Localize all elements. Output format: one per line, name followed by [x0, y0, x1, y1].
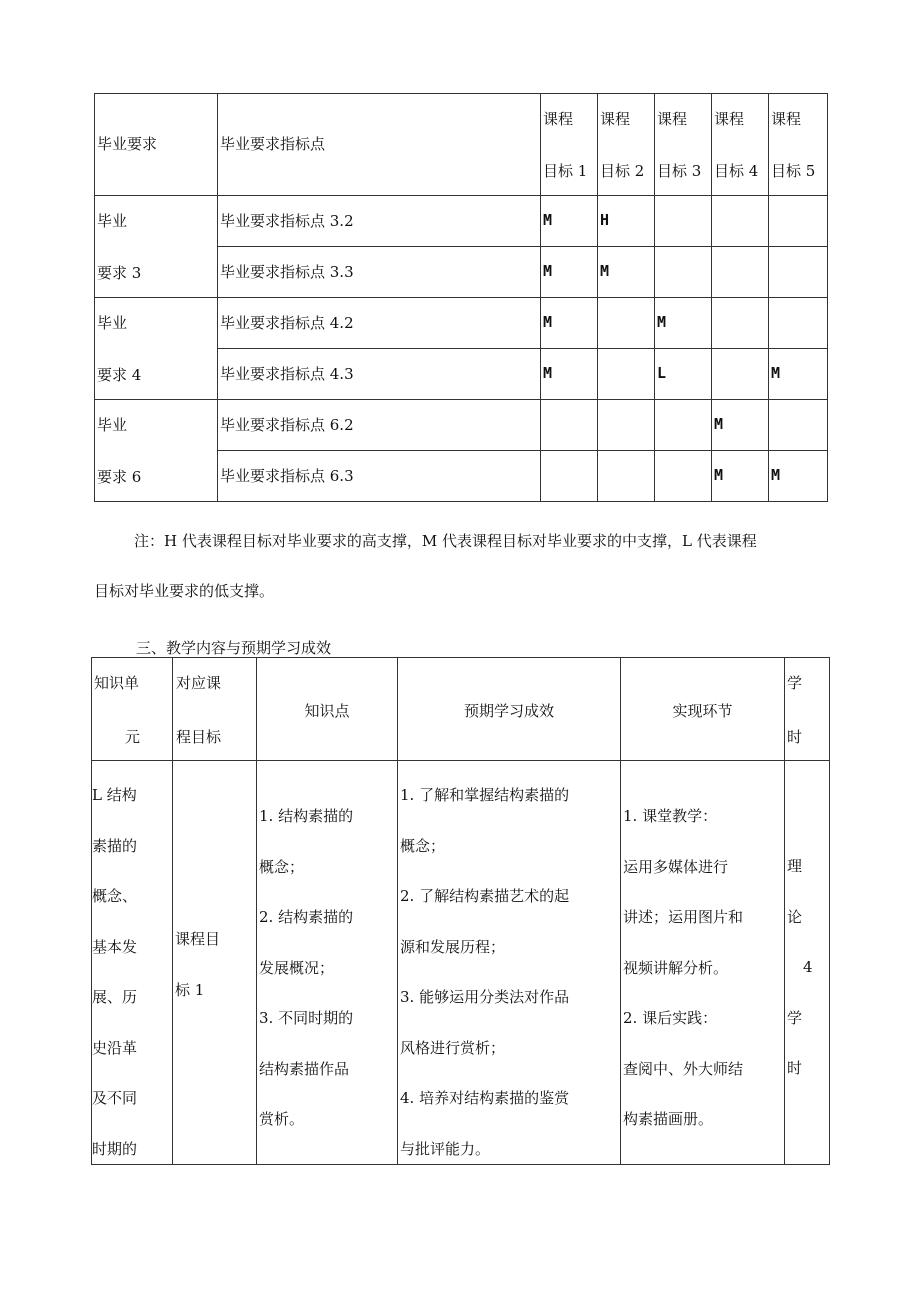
indicator-cell: 毕业要求指标点 4.3 — [218, 349, 541, 400]
header-goal-4: 课程 目标 4 — [712, 94, 769, 196]
mark-cell — [712, 247, 769, 298]
requirement-mapping-table — [94, 93, 828, 502]
mark-cell — [712, 298, 769, 349]
mark-cell: M — [769, 349, 828, 400]
indicator-cell: 毕业要求指标点 3.3 — [218, 247, 541, 298]
requirement-cell: 毕业 要求 3 — [95, 196, 218, 298]
mark-cell: M — [712, 400, 769, 451]
mark-cell: L — [655, 349, 712, 400]
mark-cell — [769, 298, 828, 349]
mark-cell: M — [541, 298, 598, 349]
indicator-cell: 毕业要求指标点 6.2 — [218, 400, 541, 451]
outcomes-cell: 1. 了解和掌握结构素描的 概念； 2. 了解结构素描艺术的起 源和发展历程； 3. 能够运用分类法对作品 风格进行赏析； 4. 培养对结构素描的鉴赏 与批评能力。 — [398, 761, 621, 1165]
mark-cell: M — [541, 349, 598, 400]
requirement-cell: 毕业 要求 6 — [95, 400, 218, 502]
header-goal: 对应课 程目标 — [173, 658, 257, 761]
mark-cell: M — [541, 247, 598, 298]
requirement-cell: 毕业 要求 4 — [95, 298, 218, 400]
header-knowledge-points: 知识点 — [257, 658, 398, 761]
header-goal-5: 课程 目标 5 — [769, 94, 828, 196]
indicator-cell: 毕业要求指标点 4.2 — [218, 298, 541, 349]
mark-cell: M — [541, 196, 598, 247]
mark-cell — [655, 400, 712, 451]
header-outcomes: 预期学习成效 — [398, 658, 621, 761]
mark-cell — [769, 400, 828, 451]
mark-cell: M — [655, 298, 712, 349]
mark-cell — [598, 349, 655, 400]
teaching-content-table — [91, 657, 830, 1165]
hours-cell: 理 论 4 学 时 — [785, 761, 830, 1165]
header-unit: 知识单 元 — [92, 658, 173, 761]
indicator-cell: 毕业要求指标点 3.2 — [218, 196, 541, 247]
mark-cell — [769, 247, 828, 298]
knowledge-points-cell: 1. 结构素描的 概念； 2. 结构素描的 发展概况； 3. 不同时期的 结构素描作品 赏析。 — [257, 761, 398, 1165]
table-header-row — [95, 94, 828, 196]
indicator-cell: 毕业要求指标点 6.3 — [218, 451, 541, 502]
mark-cell: H — [598, 196, 655, 247]
table-row — [92, 761, 830, 1165]
header-goal-2: 课程 目标 2 — [598, 94, 655, 196]
mark-cell: M — [769, 451, 828, 502]
support-note-line1: 注：H 代表课程目标对毕业要求的高支撑，M 代表课程目标对毕业要求的中支撑，L 代表课程 — [134, 532, 757, 550]
table-header-row — [92, 658, 830, 761]
header-indicator: 毕业要求指标点 — [218, 94, 541, 196]
mark-cell — [712, 349, 769, 400]
header-goal-1: 课程 目标 1 — [541, 94, 598, 196]
mark-cell — [712, 196, 769, 247]
mark-cell — [769, 196, 828, 247]
mark-cell — [541, 400, 598, 451]
mark-cell — [598, 298, 655, 349]
mark-cell — [655, 247, 712, 298]
header-method: 实现环节 — [621, 658, 785, 761]
mark-cell: M — [712, 451, 769, 502]
mark-cell — [598, 400, 655, 451]
header-requirement: 毕业要求 — [95, 94, 218, 196]
table-row — [95, 298, 828, 349]
header-goal-3: 课程 目标 3 — [655, 94, 712, 196]
table-row — [95, 196, 828, 247]
header-hours: 学 时 — [785, 658, 830, 761]
mark-cell — [598, 451, 655, 502]
support-note-line2: 目标对毕业要求的低支撑。 — [94, 582, 275, 600]
unit-cell: L 结构 素描的 概念、 基本发 展、历 史沿革 及不同 时期的 — [92, 761, 173, 1165]
goal-cell: 课程目 标 1 — [173, 761, 257, 1165]
mark-cell — [655, 196, 712, 247]
mark-cell — [541, 451, 598, 502]
method-cell: 1. 课堂教学： 运用多媒体进行 讲述；运用图片和 视频讲解分析。 2. 课后实践： 查阅中、外大师结 构素描画册。 — [621, 761, 785, 1165]
table-row — [95, 400, 828, 451]
section-title: 三、教学内容与预期学习成效 — [136, 639, 332, 657]
mark-cell — [655, 451, 712, 502]
mark-cell: M — [598, 247, 655, 298]
